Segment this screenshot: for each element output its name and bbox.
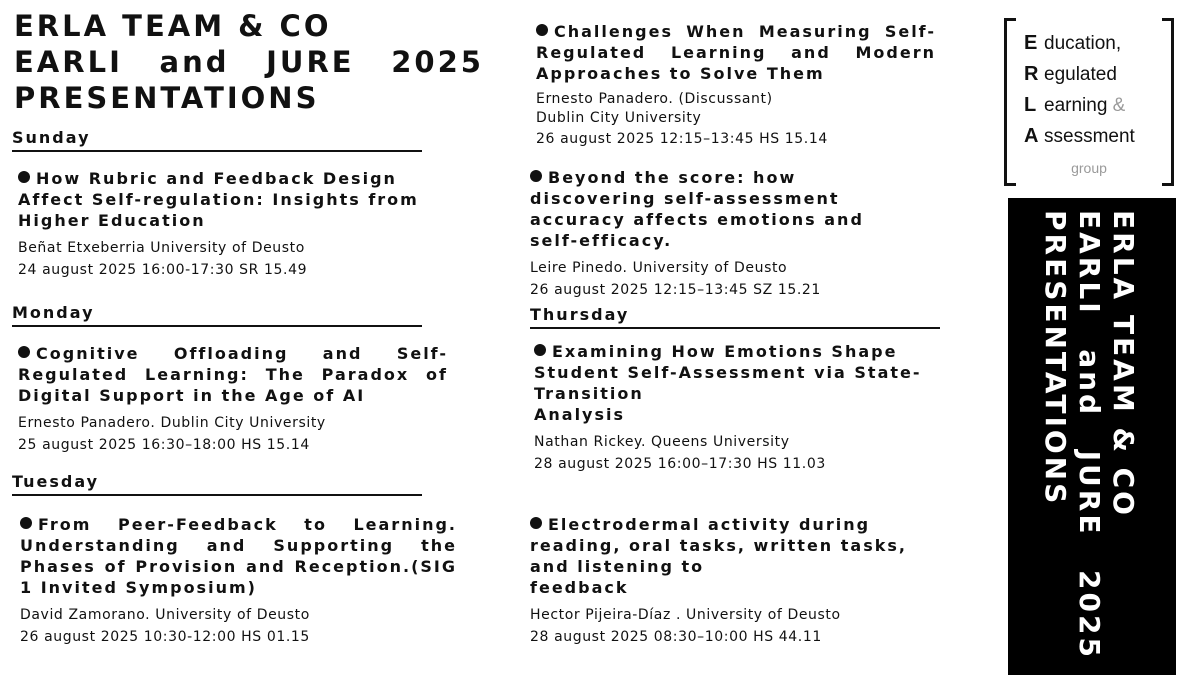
talk-peer-feedback [20, 514, 457, 648]
band-line-1: ERLA TEAM & CO [1107, 210, 1140, 518]
title-line-3: PRESENTATIONS [14, 81, 320, 115]
band-word: JURE [1073, 450, 1106, 537]
talk-author: Hector Pijeira-Díaz . University of Deusto [530, 607, 841, 623]
talk-author: Beñat Etxeberria University of Deusto [18, 240, 305, 256]
erla-logo [1004, 18, 1174, 186]
logo-group-label: group [1071, 160, 1107, 176]
talk-title: Beyond the score: how discovering self-assessment accuracy affects emotions and self-efficacy. [530, 168, 864, 250]
talk-rubric [18, 168, 438, 281]
band-word: and [1073, 349, 1106, 418]
logo-row-learning: L earning & [1024, 94, 1126, 116]
page-title [14, 8, 484, 116]
talk-datetime: 26 august 2025 12:15–13:45 HS 15.14 [536, 131, 828, 147]
talk-emotions [534, 341, 934, 475]
bullet-icon [530, 517, 542, 529]
band-line-3: PRESENTATIONS [1039, 210, 1072, 507]
logo-row-regulated: R egulated [1024, 63, 1117, 85]
day-heading-sunday: Sunday [12, 128, 422, 152]
day-heading-tuesday: Tuesday [12, 472, 422, 496]
talk-datetime: 26 august 2025 10:30-12:00 HS 01.15 [20, 629, 310, 645]
talk-author: Ernesto Panadero. (Discussant) [536, 91, 773, 107]
talk-title-tail: feedback [530, 578, 629, 597]
talk-datetime: 25 august 2025 16:30–18:00 HS 15.14 [18, 437, 310, 453]
bullet-icon [536, 24, 548, 36]
title-word: EARLI [14, 45, 123, 79]
bullet-icon [18, 171, 30, 183]
talk-author: Nathan Rickey. Queens University [534, 434, 790, 450]
talk-title: Challenges When Measuring Self-Regulated Learning and Modern Approaches to Solve Them [536, 22, 936, 83]
title-line-2 [14, 44, 484, 80]
talk-datetime: 24 august 2025 16:00-17:30 SR 15.49 [18, 262, 308, 278]
band-title [1038, 210, 1140, 660]
band-word: EARLI [1073, 210, 1106, 316]
title-line-1: ERLA TEAM & CO [14, 9, 332, 43]
bullet-icon [534, 344, 546, 356]
talk-author: Leire Pinedo. University of Deusto [530, 260, 788, 276]
logo-row-assessment: A ssessment [1024, 125, 1135, 147]
title-word: and [159, 45, 230, 79]
talk-title: Electrodermal activity during reading, oral tasks, written tasks, and listening to [530, 515, 907, 576]
talk-datetime: 26 august 2025 12:15–13:45 SZ 15.21 [530, 282, 821, 298]
bullet-icon [20, 517, 32, 529]
talk-title-tail: Analysis [534, 405, 626, 424]
talk-offloading [18, 343, 448, 456]
day-heading-thursday: Thursday [530, 305, 940, 329]
talk-electrodermal [530, 514, 930, 648]
talk-title: Cognitive Offloading and Self-Regulated Learning: The Paradox of Digital Support in the Age of AI [18, 344, 448, 405]
talk-affiliation: Dublin City University [536, 110, 702, 126]
talk-author: David Zamorano. University of Deusto [20, 607, 310, 623]
title-word: 2025 [391, 45, 484, 79]
talk-datetime: 28 august 2025 08:30–10:00 HS 44.11 [530, 629, 822, 645]
talk-title: From Peer-Feedback to Learning. Understanding and Supporting the Phases of Provision and Reception.(SIG 1 Invited Symposium) [20, 515, 457, 597]
talk-beyond-score [530, 167, 890, 301]
talk-title: How Rubric and Feedback Design Affect Self-regulation: Insights from Higher Education [18, 169, 419, 230]
talk-datetime: 28 august 2025 16:00–17:30 HS 11.03 [534, 456, 826, 472]
day-heading-monday: Monday [12, 303, 422, 327]
talk-title: Examining How Emotions Shape Student Self-Assessment via State-Transition [534, 342, 922, 403]
logo-row-education: E ducation, [1024, 32, 1122, 54]
band-line-2 [1072, 210, 1106, 660]
talk-author: Ernesto Panadero. Dublin City University [18, 415, 326, 431]
bullet-icon [530, 170, 542, 182]
title-word: JURE [266, 45, 355, 79]
band-word: 2025 [1073, 570, 1106, 660]
talk-challenges [536, 21, 936, 150]
bullet-icon [18, 346, 30, 358]
